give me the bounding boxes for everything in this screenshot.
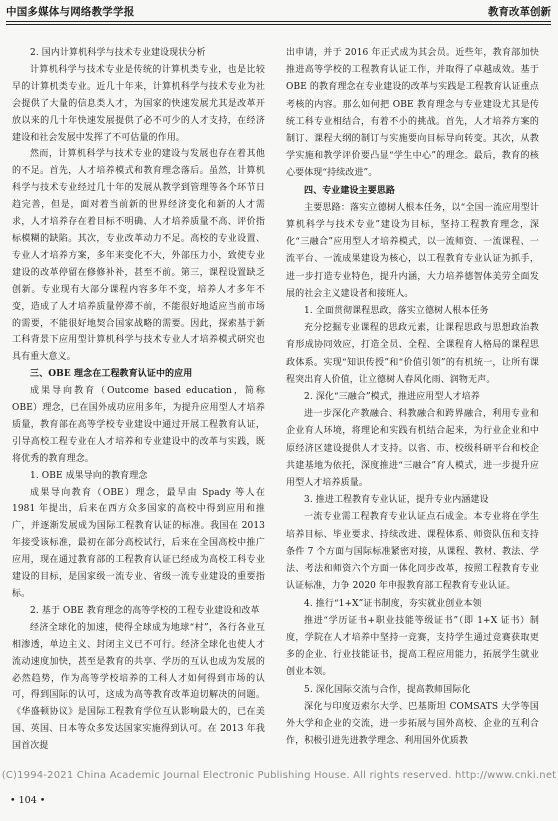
section-heading: 2. 基于 OBE 教育理念的高等学校的工程专业建设和改革 — [30, 605, 260, 616]
left-column — [12, 45, 265, 755]
section-heading: 三、OBE 理念在工程教育认证中的应用 — [30, 369, 193, 380]
paragraph: 然而，计算机科学与技术专业的建设与发展也存在着其他的不足。首先，人才培养模式和教育理念落后。虽然，计算机科学与技术专业经过几十年的发展从教学到管理等各个环节日趋完善，但是，面对着当前新的世界经济变化和新的人才需求，人才培养存在着目标不明确、人才培养质量不高、评价指标模糊的缺陷。其次，专业改革动力不足。高校的专业设置、专业人才培养方案，多年来变化不大，外部压力小，致使专业建设的改革停留在修修补补，甚至不前。第三，课程设置缺乏创新。专业现有大部分课程内容多年不变，培养人才多年不变，造成了人才培养质量停滞不前，不能很好地适应当前市场的需要，不能很好地契合国家战略的需要。因此，探索基于新工科背景下应用型计算机科学与技术专业人才培养模式研究也具有重大意义。 — [12, 149, 265, 363]
section-heading: 2. 国内计算机科学与技术专业建设现状分析 — [30, 48, 206, 58]
paragraph: 计算机科学与技术专业是传统的计算机类专业，也是比较早的计算机类专业。近几十年来，计算机科学与技术专业为社会提供了大量的信息类人才，为国家的快速发展尤其是改革开放以来的几十年快速发展提供了必不可少的人才支持，在经济建设和社会发展中发挥了不可估量的作用。 — [12, 64, 265, 143]
header-rule — [6, 21, 551, 22]
section-heading: 4. 推行“1+X”证书制度，夯实就业创业本领 — [304, 598, 482, 609]
right-column — [286, 45, 539, 750]
paragraph: 充分挖掘专业课程的思政元素，让课程思政与思想政治教育形成协同效应，打造全员、全程、全课程育人格局的课程思政体系。实现“知识传授”和“价值引领”的有机统一，让所有课程突出育人价值，让立德树人春风化雨、润物无声。 — [286, 323, 539, 385]
section-heading: 2. 深化“三融合”模式，推进应用型人才培养 — [304, 392, 480, 403]
paragraph: 进一步深化产教融合、科教融合和跨界融合，利用专业和企业育人环境，将理论和实践有机结合起来，为行业企业和中原经济区建设提供人才支持。以省、市、校级科研平台和校企共建基地为依托，深度推进“三融合”育人模式，进一步提升应用型人才培养质量。 — [286, 409, 539, 489]
running-header — [6, 3, 551, 20]
section-heading: 3. 推进工程教育专业认证，提升专业内涵建设 — [304, 495, 489, 506]
journal-title: 中国多媒体与网络教学学报 — [6, 6, 135, 18]
paragraph: 推进“学历证书+职业技能等级证书”（即 1+X 证书）制度，学院在人才培养中坚持一竞赛，支持学生通过竞赛获取更多的企业、行业技能证书，提高工程应用能力，拓展学生就业创业本领。 — [286, 615, 539, 678]
page-number: • 104 • — [10, 795, 46, 806]
section-heading: 1. OBE 成果导向的教育理念 — [30, 470, 148, 481]
section-title: 教育改革创新 — [488, 6, 551, 18]
header-rule-thin — [6, 24, 551, 25]
copyright-notice: (C)1994-2021 China Academic Journal Electronic Publishing House. All rights reserved. http://www.cnki.net — [1, 770, 557, 781]
paragraph: 深化与印度迈索尔大学、巴基斯坦 COMSATS 大学等国外大学和企业的交流，进一步拓展与国外高校、企业的互利合作，积极引进先进教学理念、利用国外优质教 — [286, 701, 539, 747]
paragraph: 成果导向教育（OBE）理念，最早由 Spady 等人在 1981 年提出，后来在西方众多国家的高校中得到应用和推广，并逐渐发展成为国际工程教育认证的标准。我国在 2013 年接受该标准，最初在部分高校试行，后来在全国高校中推广应用，现在通过教育部的工程教育认证已经成为高校工科专业建设的目标，是国家级一流专业、省级一流专业建设的重要指标。 — [12, 487, 265, 599]
section-heading: 四、专业建设主要思路 — [304, 185, 396, 196]
paragraph: 一流专业需工程教育专业认证点石成金。本专业将在学生培养目标、毕业要求、持续改进、课程体系、师资队伍和支持条件 7 个方面与国际标准紧密对接，从课程、教材、教法、学法、考法和师资六个方面一体化同步改革，按照工程教育专业认证标准，力争 2020 年申报教育部工程教育专业认证。 — [286, 512, 539, 592]
paragraph: 成果导向教育（Outcome based education，简称 OBE）理念，已在国外成功应用多年，为提升应用型人才培养质量，教育部在高等学校专业建设中通过开展工程教育认证，引导高校工程专业在人才培养和专业建设中的改革与实践，既将优秀的教育理念。 — [12, 386, 265, 464]
paragraph: 经济全球化的加速，使得全球成为地球“村”，各行各业互相渗透，单边主义、封闭主义已不可行。经济全球化也使人才流动速度加快，甚至是教育的共享、学历的互认也成为发展的必然趋势，作为高等学校培养的工科人才如何得到市场的认可，得到国际的认可，这成为高等教育改革迫切解决的问题。《华盛顿协议》是国际工程教育学位互认影响最大的，已在美国、英国、日本等众多发达国家实施得到认可。在 2013 年我国首次提 — [12, 622, 265, 752]
paragraph: 出申请，并于 2016 年正式成为其会员。近些年，教育部加快推进高等学校的工程教育认证工作，并取得了卓越成效。基于 OBE 的教育理念在专业建设的改革与实践是工程教育认证重点考核的内容。那么如何把 OBE 教育理念与专业建设尤其是传统工科专业相结合，有着不小的挑战。首先，人才培养方案的制订、课程大纲的制订与实施要向目标导向转变。其次，从教学实施和教学评价要凸显“学生中心”的理念。最后，教育的核心要体现“持续改进”。 — [286, 48, 539, 179]
paragraph: 主要思路：落实立德树人根本任务，以“全国一流应用型计算机科学与技术专业”建设为目标，坚持工程教育理念，深化“三融合”应用型人才培养模式，以一流师资、一流课程、一流平台、一流成果建设为核心，以工程教育专业认证为抓手，进一步打造专业特色，提升内涵，大力培养德智体美劳全面发展的社会主义建设者和接班人。 — [286, 202, 539, 299]
section-heading: 1. 全面贯彻课程思政，落实立德树人根本任务 — [304, 306, 489, 317]
section-heading: 5. 深化国际交流与合作，提高教师国际化 — [304, 684, 471, 695]
